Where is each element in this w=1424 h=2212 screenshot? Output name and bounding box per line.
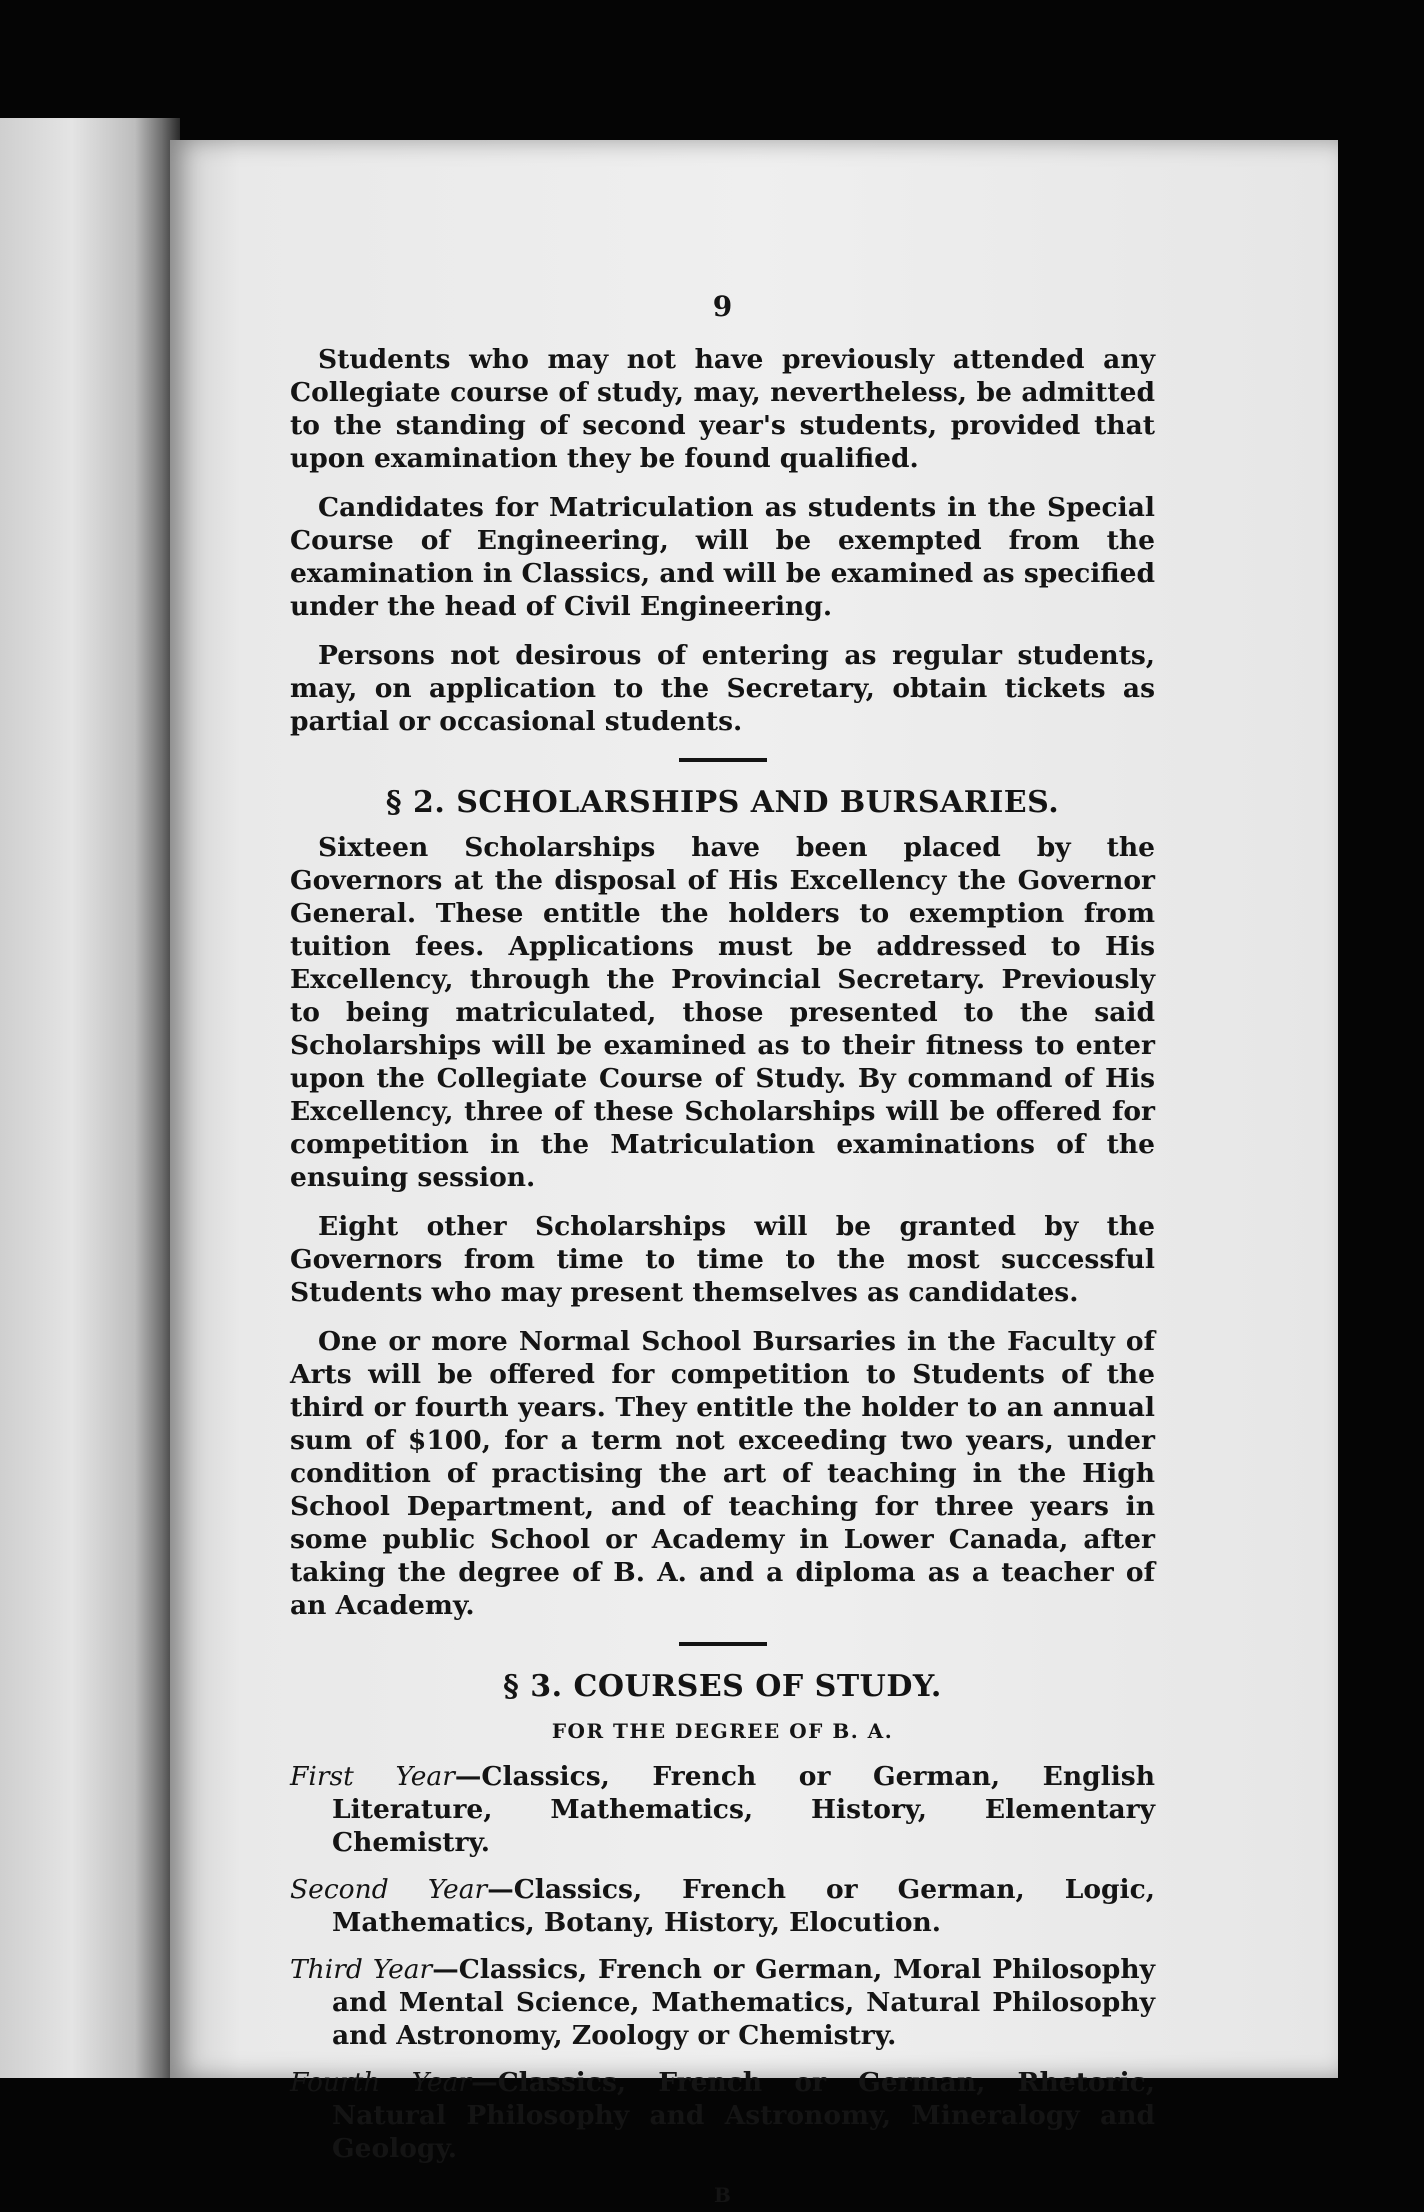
course-year-third	[290, 1953, 1155, 2052]
year-subjects: —Classics, French or German, Logic, Mathematics, Botany, History, Elocution.	[332, 1874, 1155, 1938]
section-2-heading: § 2. SCHOLARSHIPS AND BURSARIES.	[385, 785, 1060, 820]
signature-mark: B	[714, 2183, 731, 2207]
year-subjects: —Classics, French or German, English Literature, Mathematics, History, Elementary Chemistry.	[332, 1761, 1155, 1858]
course-year-first	[290, 1760, 1155, 1859]
section-3-heading: § 3. COURSES OF STUDY.	[503, 1669, 942, 1704]
book-spine-edge	[0, 118, 180, 2078]
year-label: Fourth Year	[290, 2067, 472, 2098]
page-content	[290, 290, 1155, 2212]
scholarships-paragraph-1: Sixteen Scholarships have been placed by the Governors at the disposal of His Excellency the Governor General. These entitle the holders to exemption from tuition fees. Applications must be addressed to His Excellency, through the Provincial Secretary. Previously to being matriculated, those presented to the said Scholarships will be examined as to their fitness to enter upon the Collegiate Course of Study. By command of His Excellency, three of these Scholarships will be offered for competition in the Matriculation examinations of the ensuing session.	[290, 832, 1155, 1193]
page-number: 9	[712, 290, 733, 323]
intro-paragraph-3: Persons not desirous of entering as regular students, may, on application to the Secretary, obtain tickets as partial or occasional students.	[290, 640, 1155, 737]
section-divider-2	[679, 1642, 767, 1646]
degree-subheading: FOR THE DEGREE OF B. A.	[551, 1719, 894, 1743]
bursaries-paragraph: One or more Normal School Bursaries in the Faculty of Arts will be offered for competition to Students of the third or fourth years. They entitle the holder to an annual sum of $100, for a term not exceeding two years, under condition of practising the art of teaching in the High School Department, and of teaching for three years in some public School or Academy in Lower Canada, after taking the degree of B. A. and a diploma as a teacher of an Academy.	[290, 1326, 1155, 1621]
section-divider-1	[679, 758, 767, 762]
year-label: Third Year	[290, 1954, 433, 1985]
year-label: First Year	[290, 1761, 455, 1792]
year-label: Second Year	[290, 1874, 488, 1905]
intro-paragraph-1: Students who may not have previously attended any Collegiate course of study, may, nevertheless, be admitted to the standing of second year's students, provided that upon examination they be found qualified.	[290, 344, 1155, 474]
course-year-fourth	[290, 2066, 1155, 2165]
scholarships-paragraph-2: Eight other Scholarships will be granted by the Governors from time to time to the most successful Students who may present themselves as candidates.	[290, 1211, 1155, 1308]
book-page	[170, 140, 1338, 2207]
course-year-second	[290, 1873, 1155, 1939]
intro-paragraph-2: Candidates for Matriculation as students in the Special Course of Engineering, will be exempted from the examination in Classics, and will be examined as specified under the head of Civil Engineering.	[290, 492, 1155, 622]
year-subjects: —Classics, French or German, Moral Philosophy and Mental Science, Mathematics, Natural Philosophy and Astronomy, Zoology or Chemistry.	[332, 1954, 1155, 2051]
year-subjects: —Classics, French or German, Rhetoric, Natural Philosophy and Astronomy, Mineralogy and Geology.	[332, 2067, 1155, 2164]
